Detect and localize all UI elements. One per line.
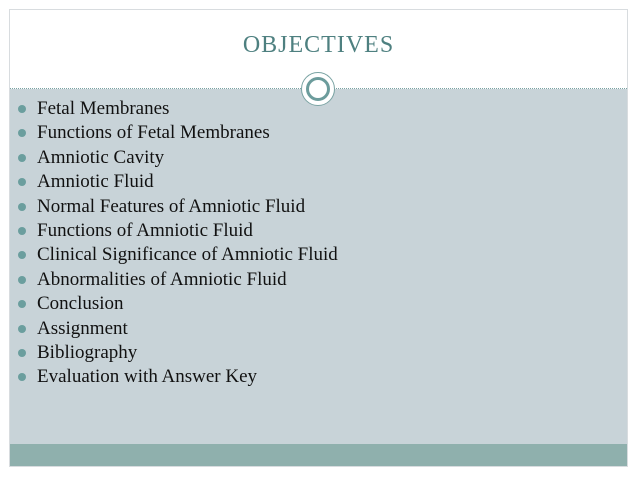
list-item-text: Fetal Membranes xyxy=(37,98,170,119)
list-item xyxy=(10,341,338,365)
list-item xyxy=(10,243,338,267)
list-item xyxy=(10,292,338,316)
bullet-icon xyxy=(18,227,26,235)
bullet-icon xyxy=(18,300,26,308)
list-item-text: Conclusion xyxy=(37,293,124,315)
bullet-icon xyxy=(18,178,26,186)
list-item-text: Normal Features of Amniotic Fluid xyxy=(37,195,306,217)
slide-title: OBJECTIVES xyxy=(242,32,395,58)
bullet-icon xyxy=(18,105,26,113)
list-item-text: Abnormalities of Amniotic Fluid xyxy=(37,268,287,290)
bullet-icon xyxy=(18,325,26,333)
list-item-text: Functions of Amniotic Fluid xyxy=(37,219,253,241)
bullet-icon xyxy=(18,203,26,211)
list-item-text: Amniotic Fluid xyxy=(37,171,154,193)
list-item-text: Amniotic Cavity xyxy=(37,146,165,168)
list-item xyxy=(10,268,338,292)
list-item xyxy=(10,146,338,170)
bullet-icon xyxy=(18,251,26,259)
bullet-icon xyxy=(18,373,26,381)
list-item xyxy=(10,219,338,243)
bullet-icon xyxy=(18,276,26,284)
list-item-text: Evaluation with Answer Key xyxy=(37,366,258,388)
list-item-text: Clinical Significance of Amniotic Fluid xyxy=(37,244,338,266)
bullet-icon xyxy=(18,129,26,137)
list-item xyxy=(10,170,338,194)
list-item-text: Assignment xyxy=(37,317,128,339)
list-item xyxy=(10,317,338,341)
list-item-text: Bibliography xyxy=(37,341,138,363)
footer-bar xyxy=(10,444,627,467)
bullet-icon xyxy=(18,349,26,357)
list-item-text: Functions of Fetal Membranes xyxy=(37,122,270,144)
list-item xyxy=(10,195,338,219)
list-item xyxy=(10,365,338,389)
objectives-list xyxy=(10,97,338,390)
list-item xyxy=(10,121,338,145)
list-item xyxy=(10,97,338,121)
bullet-icon xyxy=(18,154,26,162)
